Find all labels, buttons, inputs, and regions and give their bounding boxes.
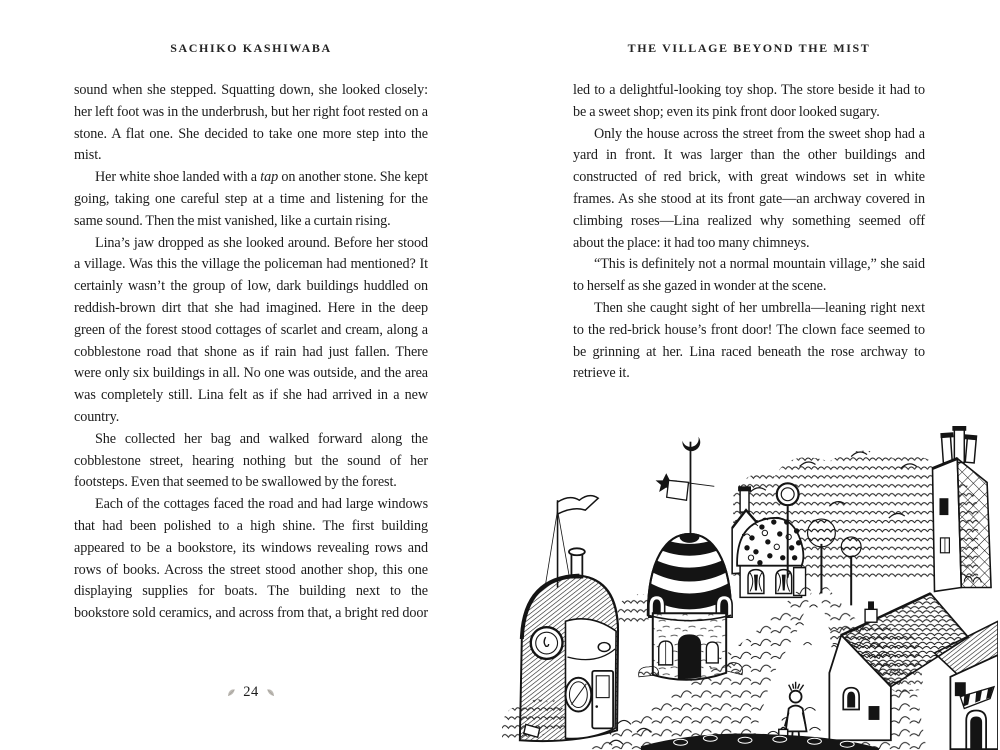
diamond-roof-tower (933, 426, 992, 591)
paragraph: She collected her bag and walked forward along the cobblestone street, hearing nothing but the sound of her footsteps. Even that seemed to be swallowed by the forest. (74, 430, 428, 491)
paragraph: Her white shoe landed with a tap on another stone. She kept going, taking one careful step at a time and listening for the same sound. Then the mist vanished, like a curtain rising. (74, 169, 428, 229)
page-left (74, 0, 428, 750)
paragraph: Only the house across the street from the sweet shop had a yard in front. It was larger than the other buildings and constructed of red brick, with great windows set in white frames. As she stood at its front gate—an archway covered in climbing roses—Lina realized why something seemed off about the place: it had too many chimneys. (573, 125, 925, 251)
flag-pennant (558, 496, 599, 514)
paragraph: Lina’s jaw dropped as she looked around. Before her stood a village. Was this the village the policeman had mentioned? It certainly wasn’t the group of low, dark buildings huddled on reddish-brown dirt that she had imagined. Here in the deep green of the forest stood cottages of scarlet and cream, along a cobblestone road that shone as if rain had just fallen. There were only six buildings in all. No one was outside, and the area was completely still. Lina felt as if she had arrived in a new country. (74, 234, 428, 425)
paragraph: Then she caught sight of her umbrella—leaning right next to the red-brick house’s front door! The clown face seemed to be grinning at her. Lina raced beneath the rose archway to retrieve it. (573, 299, 925, 382)
paragraph: sound when she stepped. Squatting down, she looked closely: her left foot was in the underbrush, but her right foot rested on a stone. A flat one. She decided to take one more step into the mist. (74, 82, 428, 164)
paragraph: Each of the cottages faced the road and had large windows that had been polished to a high shine. The first building appeared to be a bookstore, its windows revealing rows and rows of books. Across the street stood another shop, this one displaying supplies for boats. The building next to the bookstore sold ceramics, and across from that, a bright red door (74, 496, 428, 622)
right-page-text (573, 80, 925, 385)
paragraph: led to a delightful-looking toy shop. The store beside it had to be a sweet shop; even its pink front door looked sugary. (573, 82, 925, 120)
folio-ornament-right-icon (266, 688, 275, 697)
sweet-shop-dome (737, 518, 805, 597)
village-illustration (502, 426, 998, 750)
folio (74, 684, 428, 701)
paragraph: “This is definitely not a normal mountain village,” she said to herself as she gazed in wonder at the scene. (573, 256, 925, 295)
left-page-text (74, 80, 428, 625)
running-head-author: SACHIKO KASHIWABA (170, 41, 332, 55)
caravan-cottage (520, 496, 618, 741)
running-head-title: THE VILLAGE BEYOND THE MIST (627, 41, 871, 55)
page-number: 24 (243, 684, 259, 700)
striped-dome-tower (639, 437, 743, 680)
folio-ornament-left-icon (227, 688, 236, 697)
